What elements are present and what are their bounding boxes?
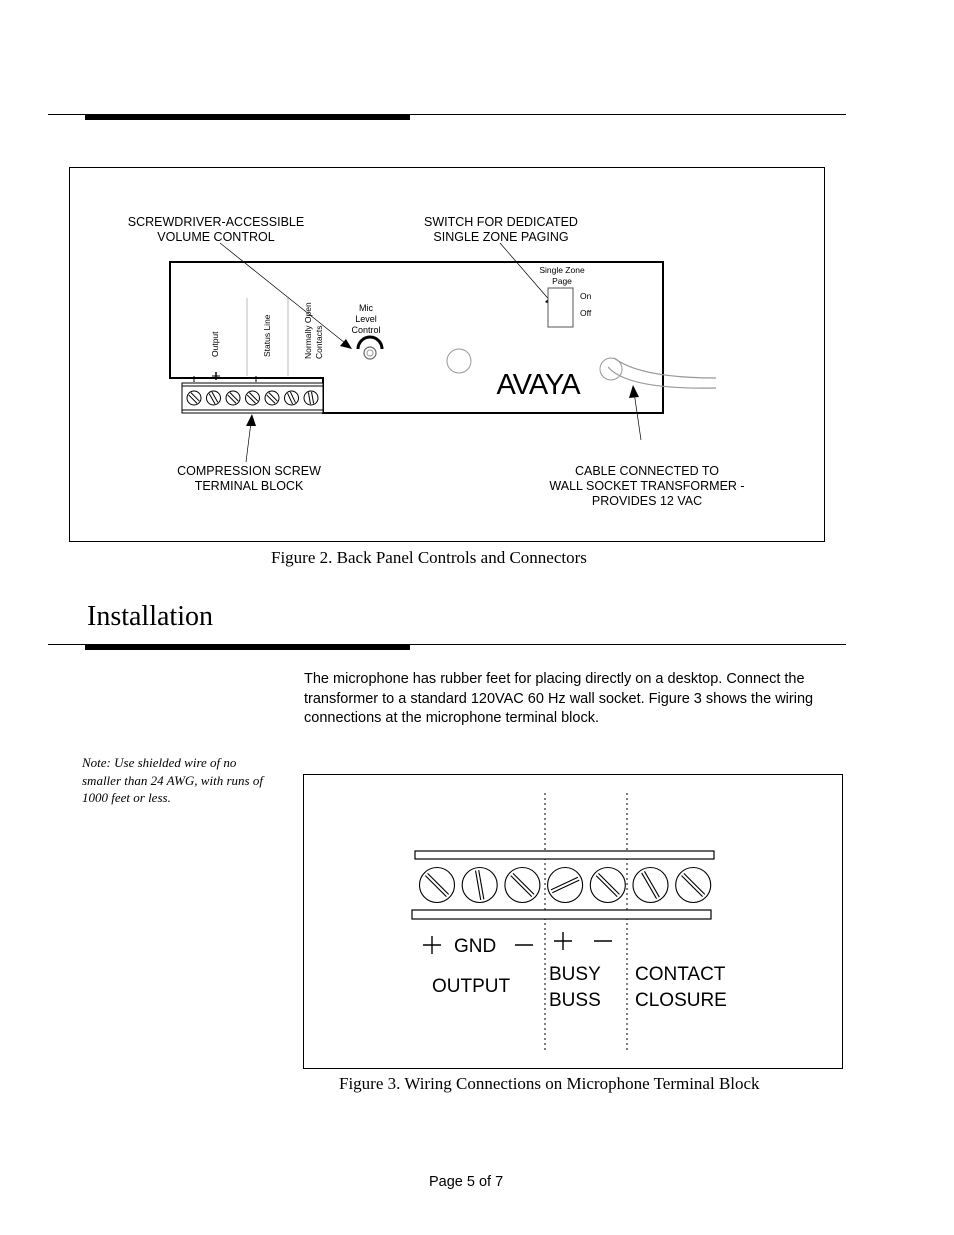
label-status-line: Status Line [262,314,272,357]
callout-terminal-block: COMPRESSION SCREW TERMINAL BLOCK [177,464,321,493]
label-buss: BUSS [549,990,601,1011]
label-busy: BUSY [549,964,601,985]
label-mic: Mic [359,303,373,313]
label-switch-on: On [580,291,592,301]
label-control: Control [351,325,381,335]
callout-volume-control: SCREWDRIVER-ACCESSIBLE VOLUME CONTROL [127,215,305,244]
page-number: Page 5 of 7 [429,1174,504,1190]
figure-3-caption: Figure 3. Wiring Connections on Microphone Terminal Block [339,1074,760,1093]
label-output-group: OUTPUT [432,976,511,997]
label-level: Level [355,314,377,324]
side-note: Note: Use shielded wire of no smaller than 24 AWG, with runs of 1000 feet or less. [82,755,263,805]
label-closure: CLOSURE [635,990,727,1011]
figure-2-caption: Figure 2. Back Panel Controls and Connectors [271,548,587,567]
callout-zone-switch: SWITCH FOR DEDICATED SINGLE ZONE PAGING [424,215,578,244]
wiring-screw-icon [548,868,583,903]
svg-text:Single Zone: Single Zone [539,265,585,275]
label-switch-off: Off [580,308,592,318]
section-title: Installation [87,601,213,632]
label-normally-open: Normally Open [303,302,313,359]
wiring-screw-icon [676,868,711,903]
wiring-screw-icon [633,868,668,903]
callout-cable: CABLE CONNECTED TO WALL SOCKET TRANSFORMER - PROVIDES 12 VAC [549,464,745,508]
wiring-screw-icon [505,868,540,903]
avaya-logo: AVAYA [496,369,580,401]
label-contacts: Contacts [314,325,324,359]
wiring-screw-icon [590,868,625,903]
installation-body: The microphone has rubber feet for placing directly on a desktop. Connect the transformer to a standard 120VAC 60 Hz wall socket. Figure 3 shows the wiring connections at the microphone terminal block. [304,671,814,726]
label-gnd: GND [454,936,497,957]
svg-text:Page: Page [552,276,572,286]
label-output: Output [210,331,220,357]
label-contact: CONTACT [635,964,726,985]
wiring-screw-icon [420,868,455,903]
